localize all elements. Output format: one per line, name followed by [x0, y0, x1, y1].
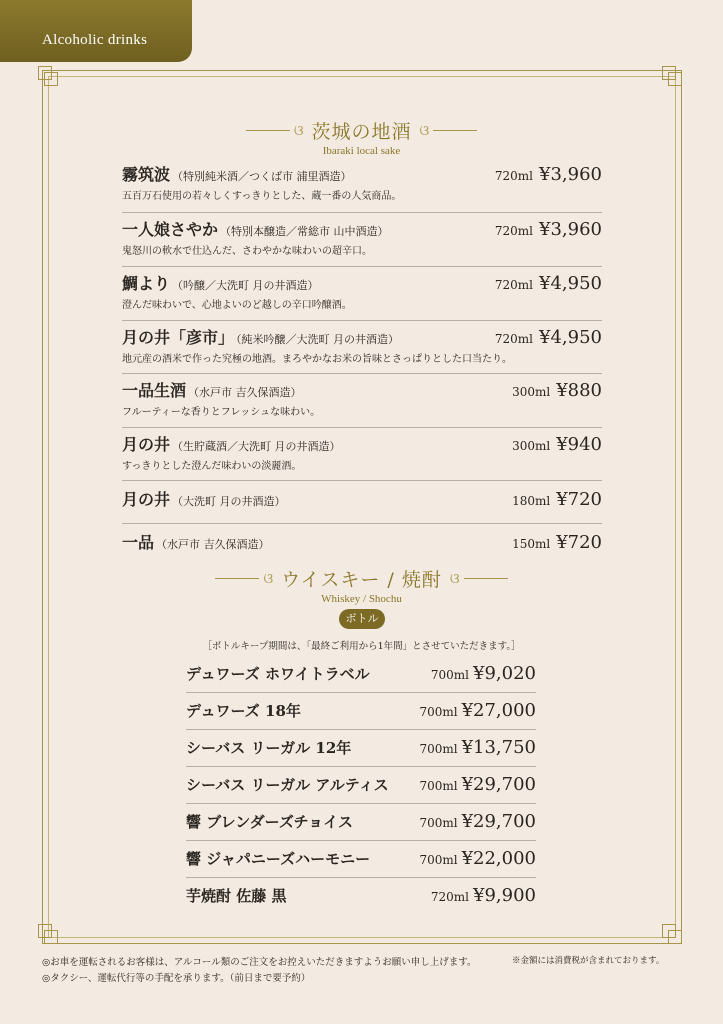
item-volume: 720ml	[494, 332, 534, 346]
menu-item	[186, 841, 536, 878]
item-detail: （特別本醸造／常総市 山中酒造）	[220, 225, 389, 238]
bottle-keep-note: ［ボトルキープ期間は、「最終ご利用から1年間」とさせていただきます。］	[202, 641, 521, 652]
menu-item	[186, 878, 536, 914]
menu-item	[122, 267, 602, 321]
item-price: ¥4,950	[539, 273, 602, 294]
item-volume: 700ml	[419, 779, 458, 793]
item-name: シーバス リーガル 12年	[186, 739, 352, 757]
item-detail: （水戸市 吉久保酒造）	[188, 386, 302, 399]
item-volume: 700ml	[419, 742, 458, 756]
item-name: デュワーズ ホワイトラベル	[186, 665, 370, 683]
sake-section-title: 茨城の地酒	[311, 121, 412, 143]
menu-item	[122, 481, 602, 524]
item-name: 一人娘さやか	[122, 220, 219, 239]
menu-item	[186, 804, 536, 841]
sake-section-header	[0, 117, 723, 157]
item-name: 響 ブレンダーズチョイス	[186, 813, 353, 831]
item-volume: 720ml	[494, 169, 534, 183]
item-detail: （吟醸／大洗町 月の井酒造）	[172, 279, 319, 292]
whisky-section-subtitle: Whiskey / Shochu	[321, 593, 402, 605]
item-volume: 300ml	[512, 439, 551, 453]
footer-note-driving: ◎お車を運転されるお客様は、アルコール類のご注文をお控えいただきますようお願い申し上げます。	[42, 957, 477, 968]
item-volume: 300ml	[512, 385, 551, 399]
item-volume: 720ml	[494, 224, 534, 238]
item-name: シーバス リーガル アルティス	[186, 776, 389, 794]
menu-item	[186, 656, 536, 693]
item-name: 月の井「彦市」	[122, 328, 235, 347]
item-price: ¥27,000	[461, 700, 536, 721]
corner-ornament-icon	[38, 66, 60, 88]
item-description: 鬼怒川の軟水で仕込んだ、さわやかな味わいの超辛口。	[122, 246, 372, 257]
item-detail: （特別純米酒／つくば市 浦里酒造）	[172, 170, 352, 183]
item-name: 芋焼酎 佐藤 黒	[186, 887, 287, 905]
item-name: 響 ジャパニーズハーモニー	[186, 850, 371, 868]
menu-item	[186, 767, 536, 804]
item-price: ¥4,950	[539, 327, 602, 348]
whisky-list	[186, 656, 536, 914]
menu-item	[122, 524, 602, 566]
item-description: フルーティーな香りとフレッシュな味わい。	[122, 407, 321, 418]
item-price: ¥3,960	[539, 219, 602, 240]
item-price: ¥13,750	[461, 737, 536, 758]
item-name: 一品生酒	[122, 381, 187, 400]
ornament-right-icon: ଓ	[420, 123, 478, 139]
footer-note-taxi: ◎タクシー、運転代行等の手配を承ります。（前日まで要予約）	[42, 973, 311, 984]
item-description: すっきりとした澄んだ味わいの淡麗酒。	[122, 461, 302, 472]
whisky-section-title: ウイスキー / 焼酎	[281, 569, 442, 591]
corner-ornament-icon	[38, 924, 60, 946]
item-price: ¥3,960	[539, 164, 602, 185]
item-price: ¥720	[556, 489, 602, 510]
item-volume: 700ml	[419, 853, 458, 867]
item-description: 地元産の酒米で作った究極の地酒。まろやかなお米の旨味とさっぱりとした口当たり。	[122, 354, 512, 365]
item-price: ¥9,900	[473, 885, 536, 906]
menu-item	[186, 730, 536, 767]
item-detail: （大洗町 月の井酒造）	[172, 495, 286, 508]
item-name: 霧筑波	[122, 165, 171, 184]
item-price: ¥29,700	[461, 774, 536, 795]
item-volume: 150ml	[512, 537, 551, 551]
item-volume: 180ml	[512, 494, 551, 508]
bottle-badge: ボトル	[339, 609, 385, 629]
item-price: ¥720	[556, 532, 602, 553]
item-description: 澄んだ味わいで、心地よいのど越しの辛口吟醸酒。	[122, 300, 352, 311]
item-description: 五百万石使用の若々しくすっきりとした、蔵一番の人気商品。	[122, 191, 402, 202]
ornament-left-icon: ଓ	[215, 571, 273, 587]
item-detail: （純米吟醸／大洗町 月の井酒造）	[236, 333, 400, 346]
item-price: ¥22,000	[461, 848, 536, 869]
menu-item	[122, 158, 602, 213]
item-name: 月の井	[122, 435, 171, 454]
menu-item	[186, 693, 536, 730]
item-name: 一品	[122, 533, 155, 552]
ornament-right-icon: ଓ	[450, 571, 508, 587]
corner-ornament-icon	[662, 924, 684, 946]
item-volume: 720ml	[430, 890, 470, 904]
item-price: ¥29,700	[461, 811, 536, 832]
item-volume: 700ml	[419, 705, 458, 719]
menu-item	[122, 428, 602, 481]
item-volume: 720ml	[494, 278, 534, 292]
item-name: 月の井	[122, 490, 171, 509]
menu-item	[122, 374, 602, 428]
menu-item	[122, 321, 602, 374]
menu-item	[122, 213, 602, 267]
item-detail: （水戸市 吉久保酒造）	[156, 538, 270, 551]
item-volume: 700ml	[419, 816, 458, 830]
item-price: ¥940	[556, 434, 602, 455]
ornament-left-icon: ଓ	[246, 123, 304, 139]
whisky-section-header	[0, 565, 723, 605]
sake-list	[122, 158, 602, 566]
item-detail: （生貯蔵酒／大洗町 月の井酒造）	[172, 440, 341, 453]
section-tab-label: Alcoholic drinks	[42, 32, 148, 48]
section-tab	[0, 0, 192, 62]
sake-section-subtitle: Ibaraki local sake	[322, 145, 401, 157]
item-name: 鯛より	[122, 274, 171, 293]
footer-tax-note: ※金額には消費税が含まれております。	[512, 956, 665, 966]
item-price: ¥9,020	[473, 663, 536, 684]
item-name: デュワーズ 18年	[186, 702, 301, 720]
item-volume: 700ml	[430, 668, 470, 682]
item-price: ¥880	[556, 380, 602, 401]
corner-ornament-icon	[662, 66, 684, 88]
